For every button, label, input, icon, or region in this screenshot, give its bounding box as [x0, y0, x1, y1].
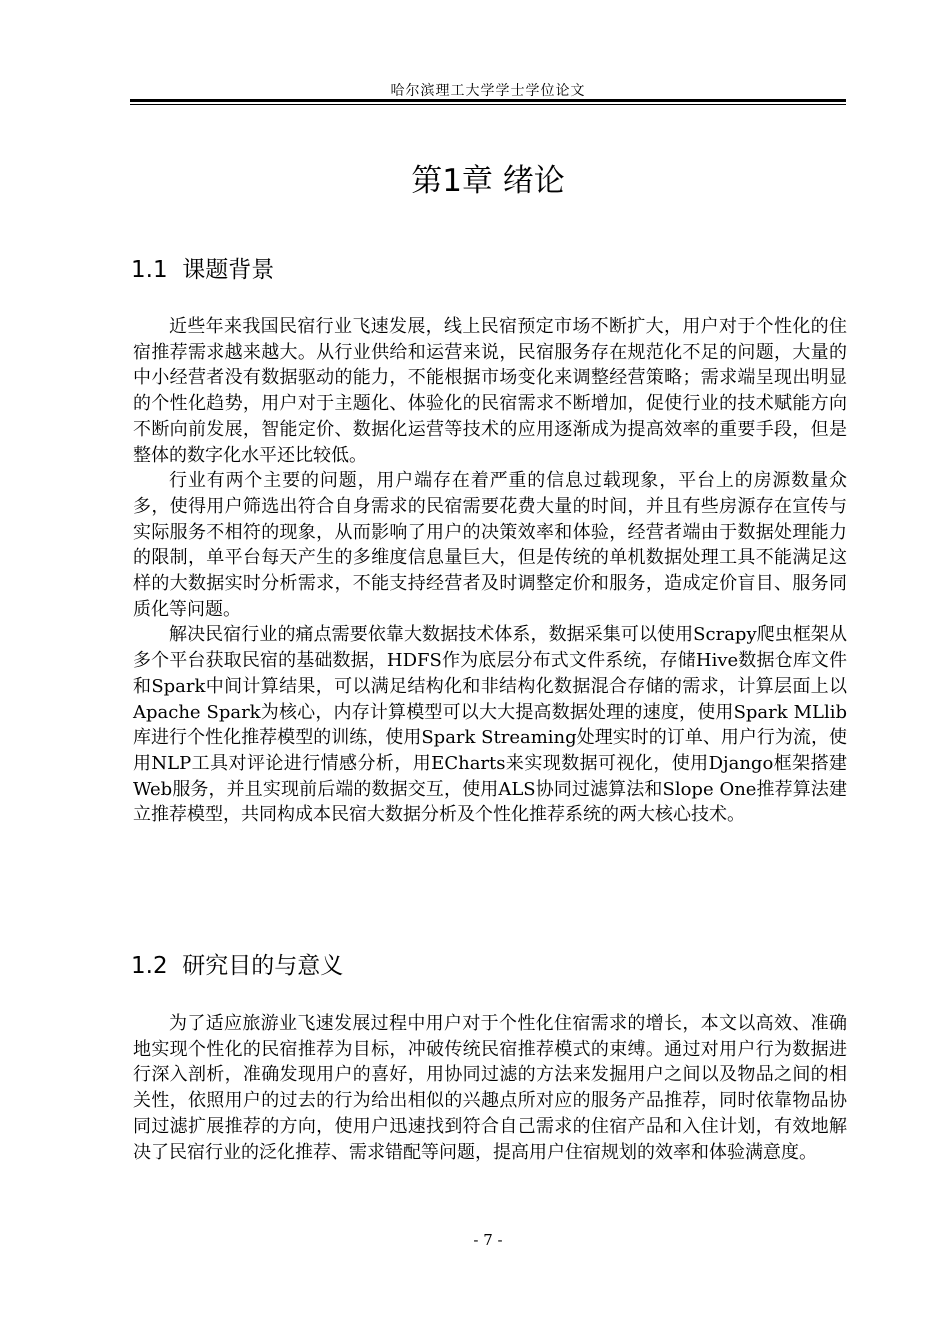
section-number: 1.2	[131, 953, 168, 979]
section-body-1-2	[133, 1011, 847, 1165]
paragraph: 近些年来我国民宿行业飞速发展，线上民宿预定市场不断扩大，用户对于个性化的住宿推荐需求越来越大。从行业供给和运营来说，民宿服务存在规范化不足的问题，大量的中小经营者没有数据驱动的能力，不能根据市场变化来调整经营策略；需求端呈现出明显的个性化趋势，用户对于主题化、体验化的民宿需求不断增加，促使行业的技术赋能方向不断向前发展，智能定价、数据化运营等技术的应用逐渐成为提高效率的重要手段，但是整体的数字化水平还比较低。	[133, 316, 847, 466]
section-heading-1-1	[131, 251, 274, 284]
section-heading-1-2	[131, 947, 343, 980]
section-body-1-1	[133, 314, 847, 828]
running-header: 哈尔滨理工大学学士学位论文	[390, 83, 586, 99]
section-title-text: 研究目的与意义	[182, 953, 344, 979]
header-rule-thin	[130, 104, 846, 105]
section-title-text: 课题背景	[182, 257, 275, 283]
paragraph: 行业有两个主要的问题，用户端存在着严重的信息过载现象，平台上的房源数量众多，使得用户筛选出符合自身需求的民宿需要花费大量的时间，并且有些房源存在宣传与实际服务不相符的现象，从而影响了用户的决策效率和体验，经营者端由于数据处理能力的限制，单平台每天产生的多维度信息量巨大，但是传统的单机数据处理工具不能满足这样的大数据实时分析需求，不能支持经营者及时调整定价和服务，造成定价盲目、服务同质化等问题。	[133, 470, 847, 620]
chapter-title: 第1章 绪论	[411, 163, 565, 199]
paragraph: 为了适应旅游业飞速发展过程中用户对于个性化住宿需求的增长，本文以高效、准确地实现个性化的民宿推荐为目标，冲破传统民宿推荐模式的束缚。通过对用户行为数据进行深入剖析，准确发现用户的喜好，用协同过滤的方法来发掘用户之间以及物品之间的相关性，依照用户的过去的行为给出相似的兴趣点所对应的服务产品推荐，同时依靠物品协同过滤扩展推荐的方向，使用户迅速找到符合自己需求的住宿产品和入住计划，有效地解决了民宿行业的泛化推荐、需求错配等问题，提高用户住宿规划的效率和体验满意度。	[133, 1013, 847, 1163]
header-rule-thick	[130, 99, 846, 102]
page-number: - 7 -	[473, 1231, 503, 1249]
paragraph: 解决民宿行业的痛点需要依靠大数据技术体系，数据采集可以使用Scrapy爬虫框架从多个平台获取民宿的基础数据，HDFS作为底层分布式文件系统，存储Hive数据仓库文件和Spark中间计算结果，可以满足结构化和非结构化数据混合存储的需求，计算层面上以Apache Spark为核心，内存计算模型可以大大提高数据处理的速度，使用Spark MLlib库进行个性化推荐模型的训练，使用Spark Streaming处理实时的订单、用户行为流，使用NLP工具对评论进行情感分析，用ECharts来实现数据可视化，使用Django框架搭建Web服务，并且实现前后端的数据交互，使用ALS协同过滤算法和Slope One推荐算法建立推荐模型，共同构成本民宿大数据分析及个性化推荐系统的两大核心技术。	[133, 624, 847, 826]
section-number: 1.1	[131, 257, 168, 283]
